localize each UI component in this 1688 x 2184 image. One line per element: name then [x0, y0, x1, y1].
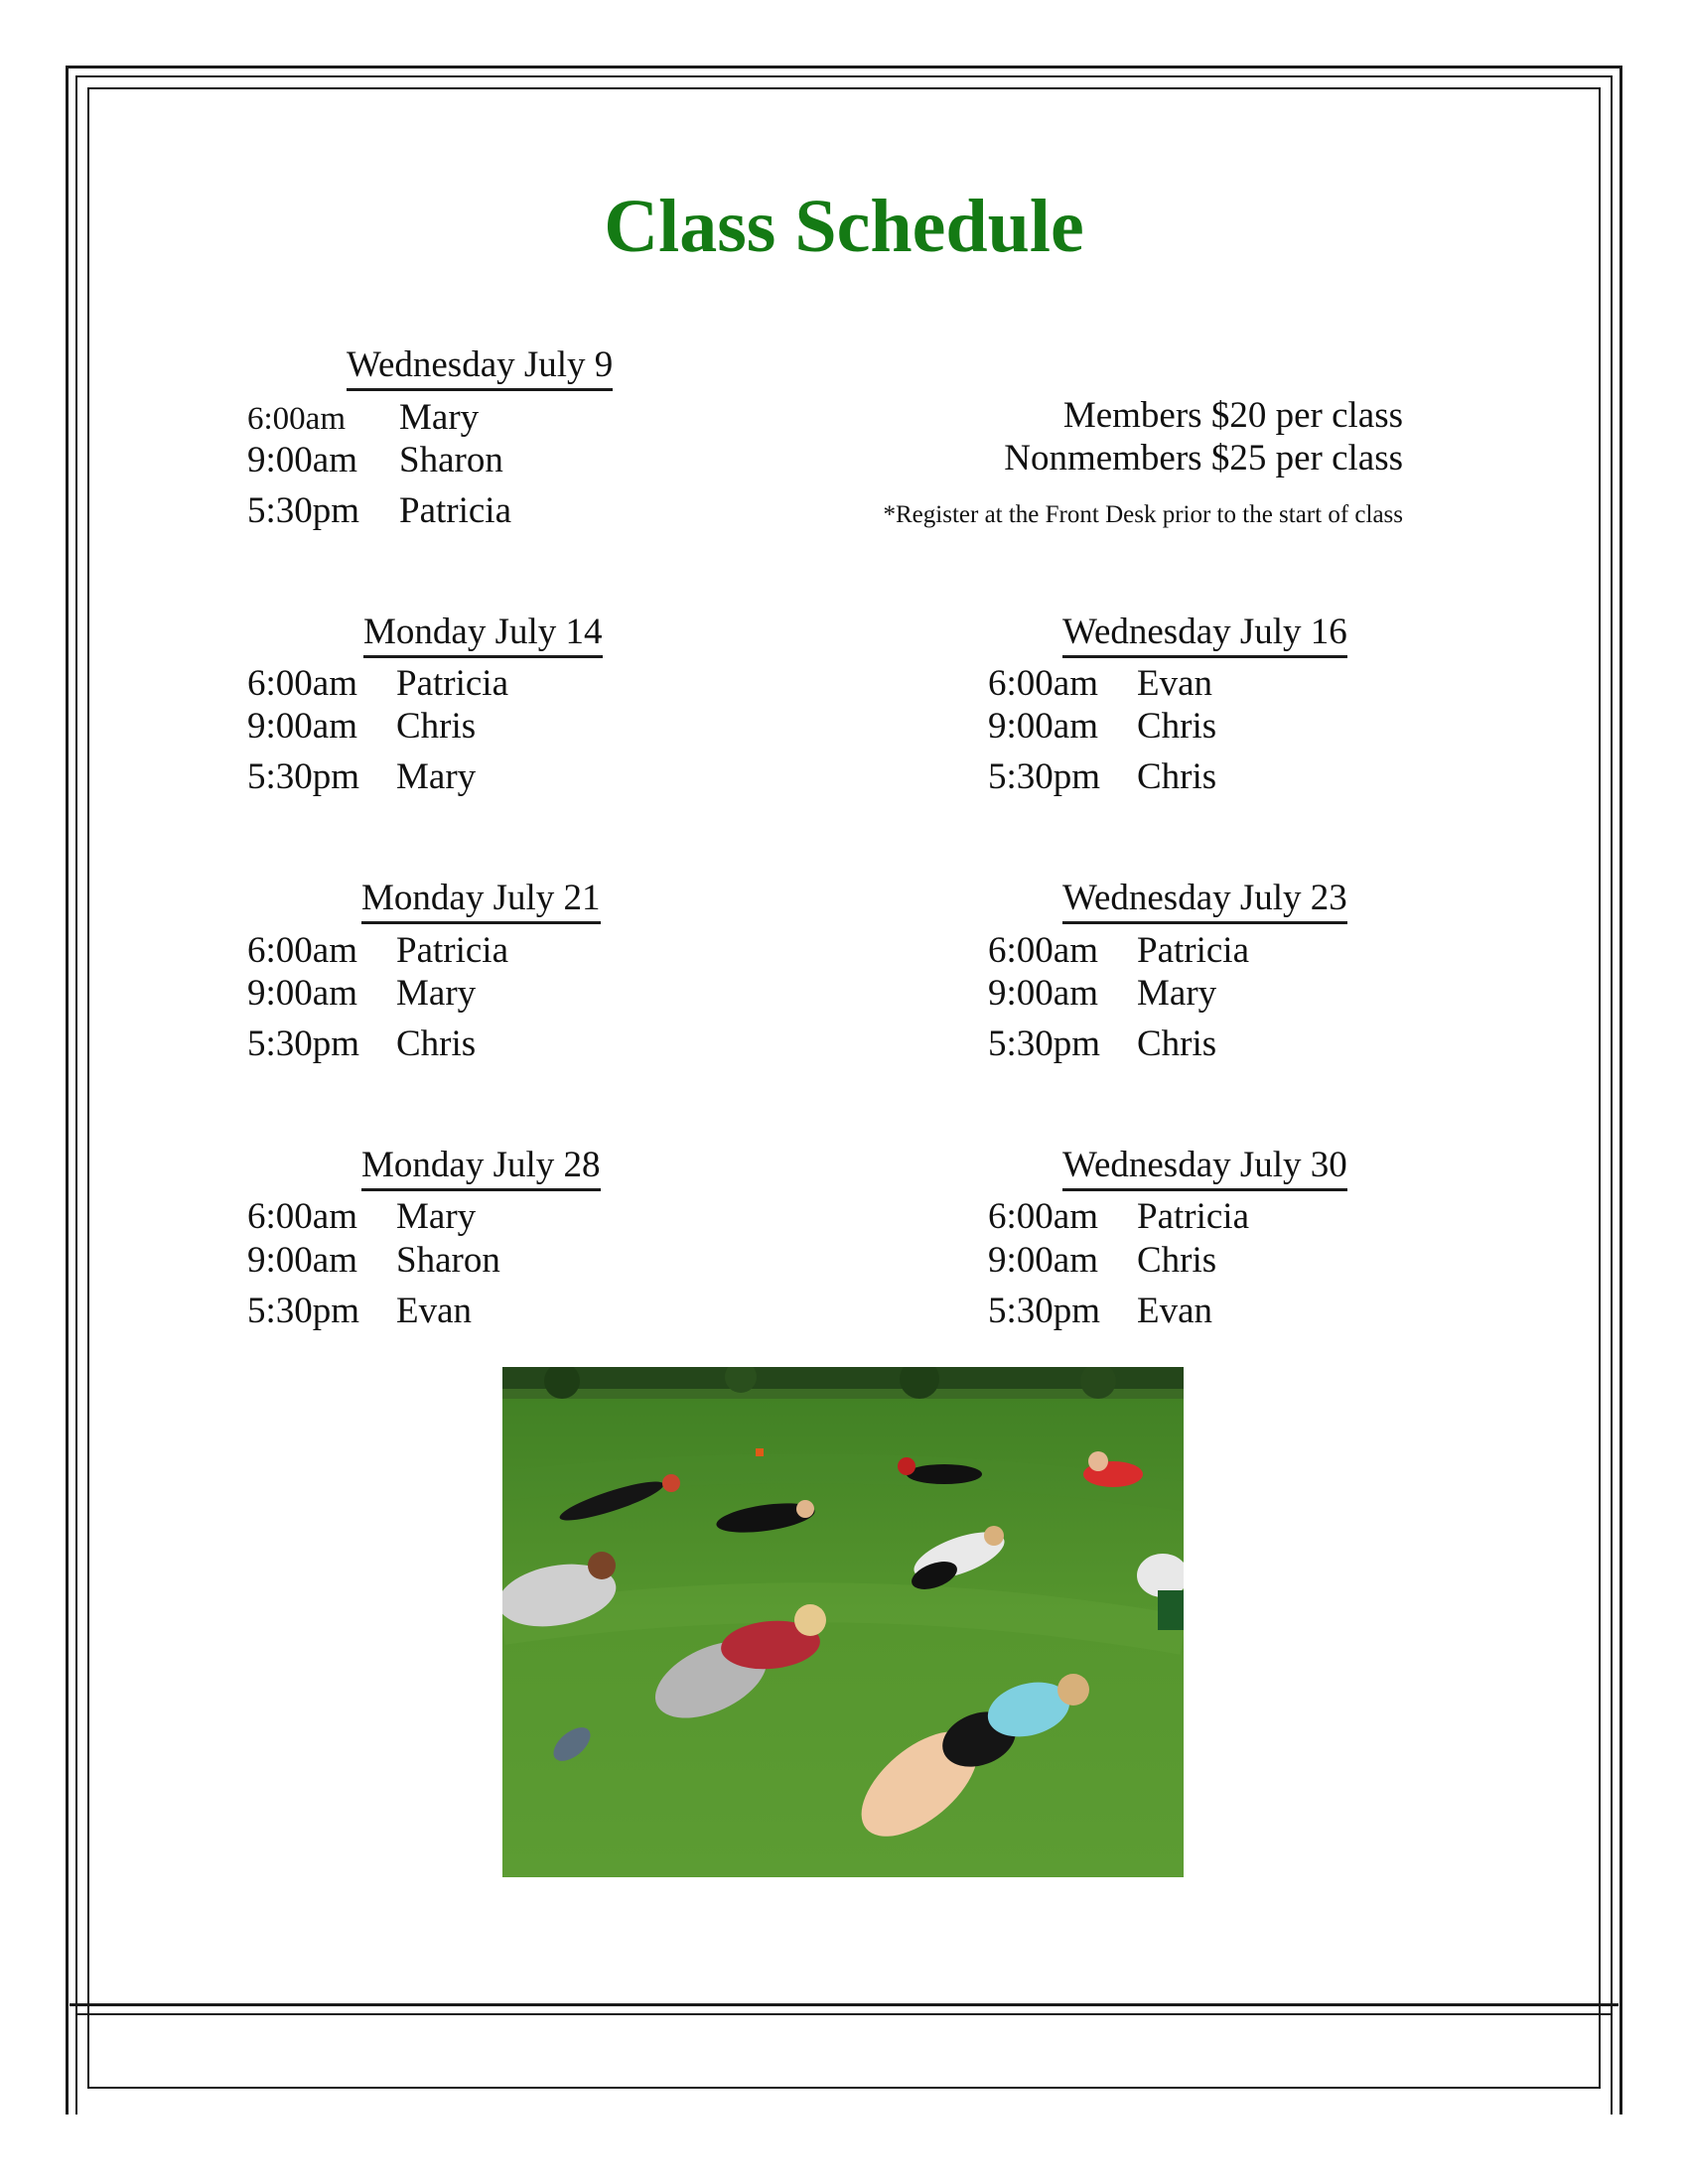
class-row [988, 663, 1213, 704]
class-time: 6:00am [988, 663, 1098, 704]
frame-footer-line-1 [70, 2003, 1618, 2006]
class-row [247, 397, 480, 438]
class-time: 6:00am [247, 1196, 357, 1237]
member-price: Members $20 per class [1062, 395, 1403, 436]
day-heading: Monday July 21 [361, 879, 601, 924]
instructor-name: Mary [399, 397, 480, 438]
instructor-name: Mary [396, 756, 477, 797]
class-time: 6:00am [247, 401, 346, 437]
frame-bottom-inner [87, 2087, 1601, 2089]
class-row [247, 930, 509, 971]
instructor-name: Evan [1137, 1291, 1213, 1331]
instructor-name: Chris [396, 1024, 477, 1064]
frame-top-outer [66, 66, 1622, 68]
day-heading: Wednesday July 16 [1062, 613, 1347, 658]
class-time: 6:00am [988, 1196, 1098, 1237]
day-heading: Monday July 14 [363, 613, 603, 658]
outdoor-pushup-class-photo [502, 1367, 1184, 1877]
nonmember-price: Nonmembers $25 per class [1004, 438, 1403, 478]
instructor-name: Mary [396, 1196, 477, 1237]
class-time: 6:00am [247, 663, 357, 704]
instructor-name: Patricia [396, 930, 509, 971]
day-heading: Wednesday July 30 [1062, 1146, 1347, 1191]
class-row [247, 1196, 477, 1237]
class-time: 5:30pm [247, 490, 360, 531]
class-row [247, 440, 503, 480]
instructor-name: Evan [396, 1291, 473, 1331]
frame-right-outer [1619, 66, 1622, 2115]
class-row [247, 973, 477, 1014]
instructor-name: Patricia [1137, 1196, 1250, 1237]
class-row [988, 973, 1217, 1014]
instructor-name: Patricia [399, 490, 512, 531]
class-row [988, 930, 1250, 971]
class-time: 9:00am [988, 973, 1098, 1014]
class-row [247, 706, 477, 747]
frame-top-mid [75, 75, 1613, 77]
class-row [247, 490, 512, 531]
frame-left-outer [66, 66, 69, 2115]
class-time: 9:00am [988, 706, 1098, 747]
instructor-name: Chris [1137, 756, 1217, 797]
class-row [988, 1291, 1213, 1331]
day-heading: Wednesday July 23 [1062, 879, 1347, 924]
registration-note: *Register at the Front Desk prior to the start of class [883, 501, 1403, 528]
class-time: 9:00am [247, 973, 357, 1014]
instructor-name: Chris [1137, 1240, 1217, 1281]
class-time: 9:00am [247, 440, 357, 480]
frame-left-mid [75, 75, 77, 2115]
frame-top-inner [87, 87, 1601, 89]
frame-left-inner [87, 87, 89, 2089]
instructor-name: Patricia [396, 663, 509, 704]
class-time: 9:00am [988, 1240, 1098, 1281]
instructor-name: Sharon [399, 440, 503, 480]
frame-right-inner [1599, 87, 1601, 2089]
class-time: 5:30pm [247, 1291, 360, 1331]
class-row [247, 1024, 477, 1064]
class-time: 5:30pm [247, 1024, 360, 1064]
class-time: 5:30pm [988, 756, 1101, 797]
day-heading: Monday July 28 [361, 1146, 601, 1191]
class-time: 5:30pm [988, 1024, 1101, 1064]
page-title: Class Schedule [604, 185, 1084, 268]
class-time: 5:30pm [988, 1291, 1101, 1331]
class-row [988, 756, 1217, 797]
day-heading: Wednesday July 9 [347, 345, 613, 391]
instructor-name: Chris [396, 706, 477, 747]
class-row [988, 1196, 1250, 1237]
instructor-name: Chris [1137, 706, 1217, 747]
instructor-name: Evan [1137, 663, 1213, 704]
class-row [988, 1024, 1217, 1064]
class-time: 6:00am [247, 930, 357, 971]
class-time: 6:00am [988, 930, 1098, 971]
class-row [247, 663, 509, 704]
instructor-name: Chris [1137, 1024, 1217, 1064]
class-row [247, 756, 477, 797]
class-row [247, 1291, 473, 1331]
class-time: 9:00am [247, 706, 357, 747]
class-row [988, 706, 1217, 747]
class-row [247, 1240, 500, 1281]
class-time: 9:00am [247, 1240, 357, 1281]
instructor-name: Mary [1137, 973, 1217, 1014]
instructor-name: Sharon [396, 1240, 500, 1281]
class-row [988, 1240, 1217, 1281]
frame-right-mid [1611, 75, 1613, 2115]
frame-footer-line-2 [75, 2013, 1613, 2015]
class-time: 5:30pm [247, 756, 360, 797]
instructor-name: Mary [396, 973, 477, 1014]
instructor-name: Patricia [1137, 930, 1250, 971]
